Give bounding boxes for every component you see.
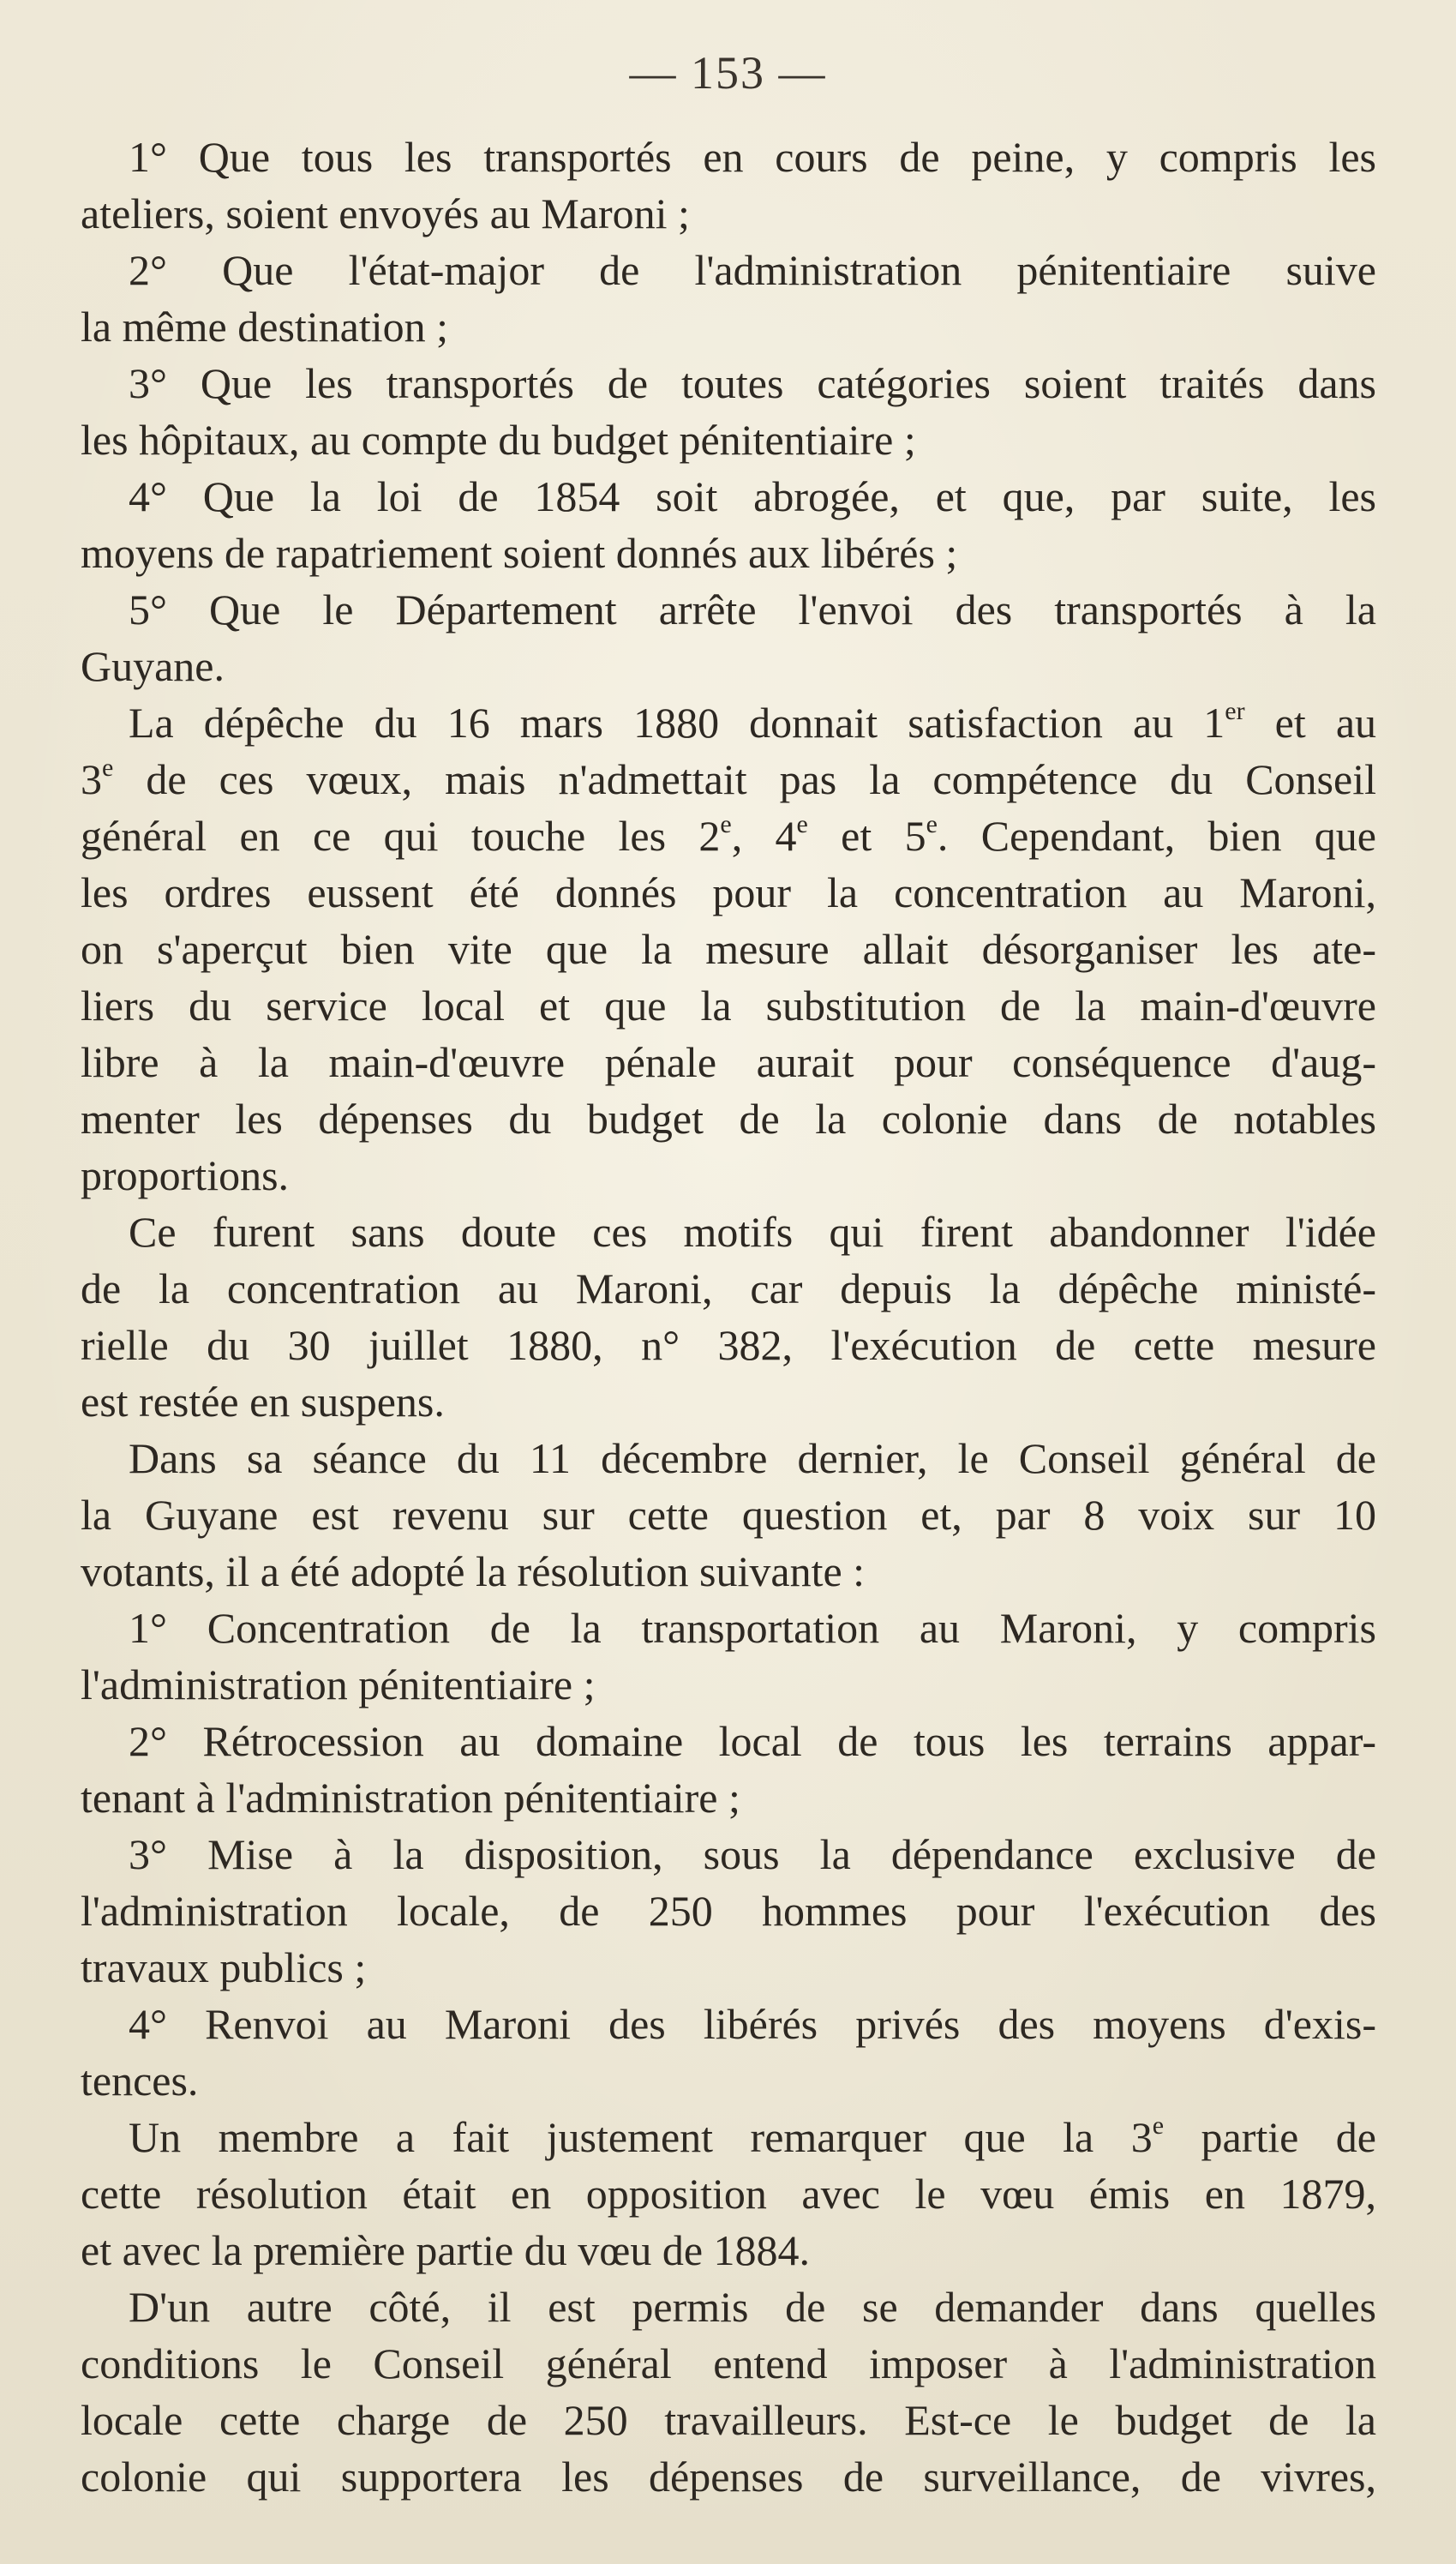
text-line: la même destination ; (81, 303, 449, 351)
text-line: l'administration pénitentiaire ; (81, 1660, 596, 1708)
text-line: ateliers, soient envoyés au Maroni ; (81, 189, 690, 237)
text-line: menter les dépenses du budget de la colonie dans de notables (81, 1095, 1376, 1143)
text-line: 3° Que les transportés de toutes catégories soient traités dans (129, 359, 1376, 407)
text-line: les ordres eussent été donnés pour la concentration au Maroni, (81, 868, 1376, 916)
text-line: proportions. (81, 1151, 290, 1199)
text-line: Guyane. (81, 642, 225, 690)
text-line: cette résolution était en opposition avec le vœu émis en 1879, (81, 2170, 1376, 2218)
text-line: travaux publics ; (81, 1943, 367, 1991)
text-line: colonie qui supportera les dépenses de surveillance, de vivres, (81, 2453, 1376, 2501)
text-line: libre à la main-d'œuvre pénale aurait pour conséquence d'aug- (81, 1038, 1376, 1086)
text-line: l'administration locale, de 250 hommes pour l'exécution des (81, 1887, 1376, 1935)
text-line: 1° Concentration de la transportation au Maroni, y compris (129, 1604, 1376, 1652)
text-line: 3° Mise à la disposition, sous la dépendance exclusive de (129, 1830, 1376, 1878)
text-line: général en ce qui touche les 2e, 4e et 5e. Cependant, bien que (81, 810, 1376, 860)
text-line: 2° Rétrocession au domaine local de tous les terrains appar- (129, 1717, 1376, 1765)
text-line: conditions le Conseil général entend imposer à l'administration (81, 2339, 1376, 2387)
text-line: votants, il a été adopté la résolution suivante : (81, 1547, 866, 1595)
text-line: Un membre a fait justement remarquer que la 3e partie de (129, 2111, 1377, 2161)
text-line: et avec la première partie du vœu de 1884. (81, 2226, 811, 2274)
text-line: les hôpitaux, au compte du budget pénitentiaire ; (81, 416, 916, 464)
text-line: Ce furent sans doute ces motifs qui firent abandonner l'idée (129, 1208, 1376, 1256)
text-line: 1° Que tous les transportés en cours de peine, y compris les (129, 133, 1376, 181)
text-line: 3e de ces vœux, mais n'admettait pas la compétence du Conseil (81, 754, 1376, 803)
text-line: tences. (81, 2057, 199, 2105)
page-body (81, 129, 1376, 2505)
text-line: liers du service local et que la substitution de la main-d'œuvre (81, 982, 1376, 1030)
text-line: La dépêche du 16 mars 1880 donnait satisfaction au 1er et au (129, 697, 1377, 747)
text-line: rielle du 30 juillet 1880, n° 382, l'exécution de cette mesure (81, 1321, 1376, 1369)
text-line: 5° Que le Département arrête l'envoi des transportés à la (129, 585, 1376, 633)
text-line: on s'aperçut bien vite que la mesure allait désorganiser les ate- (81, 925, 1376, 973)
text-line: 4° Que la loi de 1854 soit abrogée, et que, par suite, les (129, 472, 1376, 520)
text-line: locale cette charge de 250 travailleurs. Est-ce le budget de la (81, 2396, 1376, 2444)
text-line: de la concentration au Maroni, car depuis la dépêche ministé- (81, 1264, 1376, 1312)
page-number: — 153 — (629, 47, 827, 99)
text-line: moyens de rapatriement soient donnés aux libérés ; (81, 529, 958, 577)
text-line: est restée en suspens. (81, 1378, 445, 1426)
text-line: D'un autre côté, il est permis de se demander dans quelles (129, 2283, 1376, 2331)
text-line: Dans sa séance du 11 décembre dernier, le Conseil général de (129, 1434, 1376, 1482)
text-line: la Guyane est revenu sur cette question et, par 8 voix sur 10 (81, 1491, 1376, 1539)
text-line: tenant à l'administration pénitentiaire ; (81, 1774, 740, 1822)
text-line: 2° Que l'état-major de l'administration pénitentiaire suive (129, 246, 1376, 294)
text-line: 4° Renvoi au Maroni des libérés privés des moyens d'exis- (129, 2000, 1376, 2048)
